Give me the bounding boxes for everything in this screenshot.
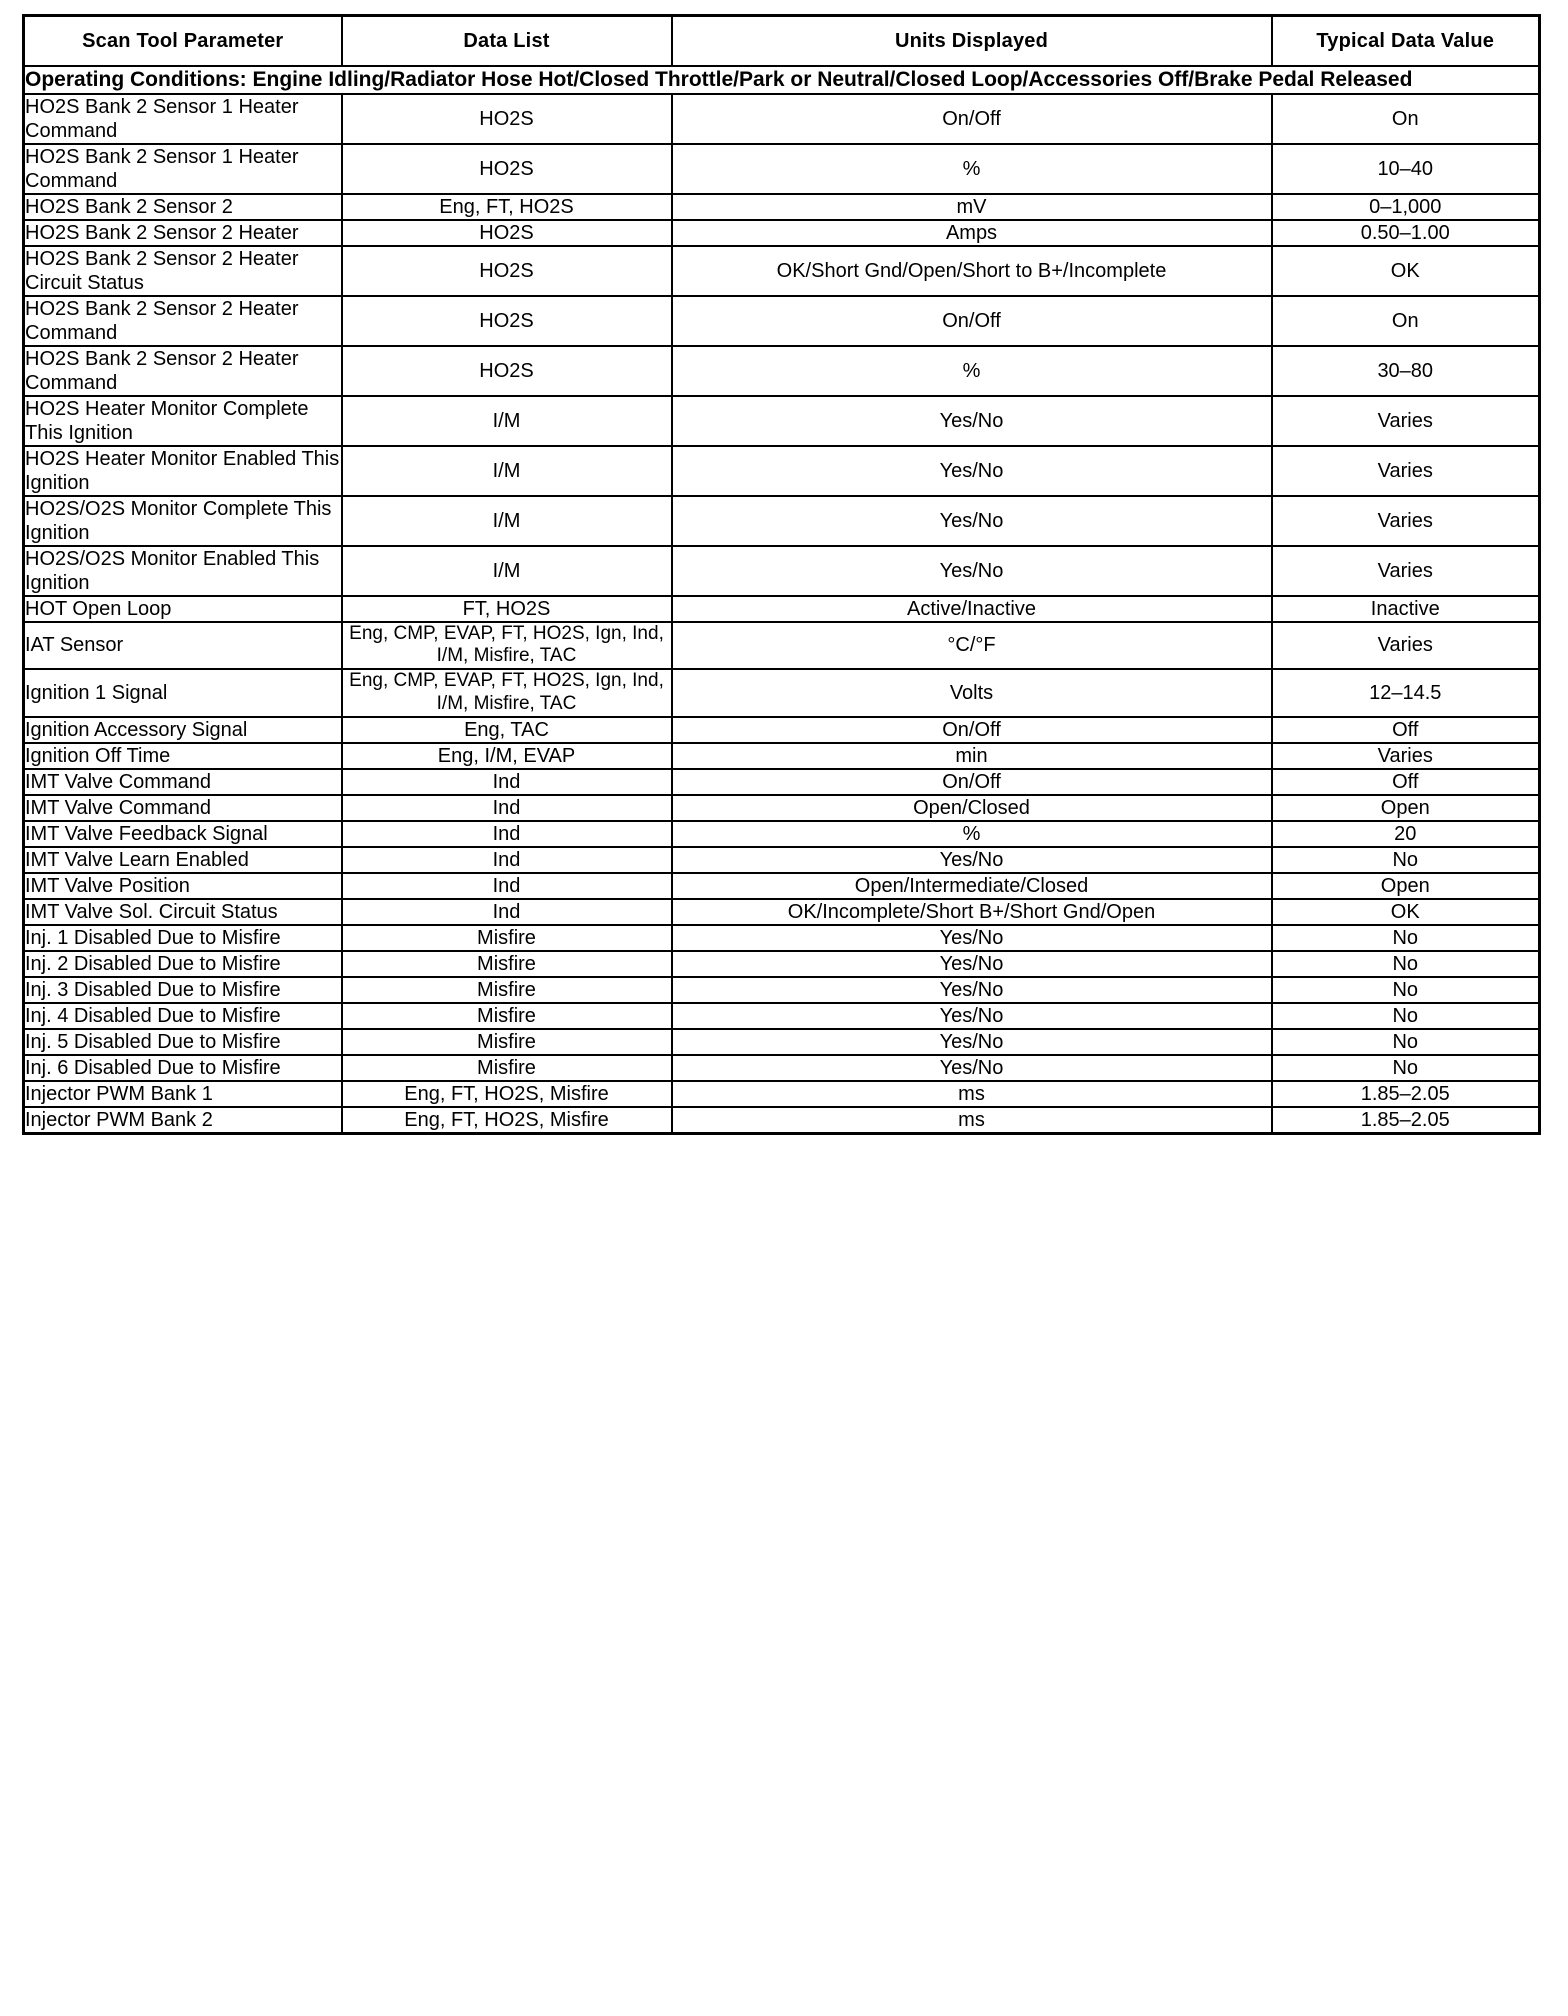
cell-units-displayed: Open/Intermediate/Closed: [672, 873, 1272, 899]
table-row: [24, 246, 1540, 296]
cell-units-displayed: Active/Inactive: [672, 596, 1272, 622]
table-header: [24, 16, 1540, 67]
cell-units-displayed: Yes/No: [672, 1003, 1272, 1029]
cell-data-list: Ind: [342, 821, 672, 847]
operating-conditions-text: Operating Conditions: Engine Idling/Radiator Hose Hot/Closed Throttle/Park or Neutral/Closed Loop/Accessories Off/Brake Pedal Released: [24, 66, 1540, 94]
cell-typical-data-value: No: [1272, 925, 1540, 951]
cell-units-displayed: %: [672, 144, 1272, 194]
cell-data-list: Eng, I/M, EVAP: [342, 743, 672, 769]
table-row: [24, 743, 1540, 769]
cell-scan-tool-parameter: Inj. 3 Disabled Due to Misfire: [24, 977, 342, 1003]
table-row: [24, 496, 1540, 546]
cell-typical-data-value: Inactive: [1272, 596, 1540, 622]
cell-data-list: I/M: [342, 446, 672, 496]
cell-data-list: Ind: [342, 847, 672, 873]
cell-scan-tool-parameter: IMT Valve Learn Enabled: [24, 847, 342, 873]
cell-data-list: Ind: [342, 899, 672, 925]
cell-typical-data-value: Off: [1272, 717, 1540, 743]
cell-scan-tool-parameter: HO2S Bank 2 Sensor 2 Heater Circuit Status: [24, 246, 342, 296]
cell-typical-data-value: Varies: [1272, 622, 1540, 670]
cell-typical-data-value: No: [1272, 1055, 1540, 1081]
table-row: [24, 346, 1540, 396]
cell-scan-tool-parameter: HO2S Heater Monitor Complete This Ignition: [24, 396, 342, 446]
cell-data-list: HO2S: [342, 346, 672, 396]
cell-data-list: FT, HO2S: [342, 596, 672, 622]
cell-units-displayed: OK/Short Gnd/Open/Short to B+/Incomplete: [672, 246, 1272, 296]
cell-typical-data-value: Open: [1272, 795, 1540, 821]
table-row: [24, 899, 1540, 925]
cell-scan-tool-parameter: HO2S Bank 2 Sensor 2 Heater Command: [24, 346, 342, 396]
cell-data-list: HO2S: [342, 144, 672, 194]
cell-scan-tool-parameter: HO2S/O2S Monitor Enabled This Ignition: [24, 546, 342, 596]
cell-scan-tool-parameter: IAT Sensor: [24, 622, 342, 670]
cell-units-displayed: On/Off: [672, 296, 1272, 346]
cell-units-displayed: °C/°F: [672, 622, 1272, 670]
cell-typical-data-value: No: [1272, 977, 1540, 1003]
cell-units-displayed: Open/Closed: [672, 795, 1272, 821]
cell-typical-data-value: 0–1,000: [1272, 194, 1540, 220]
cell-units-displayed: ms: [672, 1081, 1272, 1107]
cell-scan-tool-parameter: HOT Open Loop: [24, 596, 342, 622]
table-row: [24, 951, 1540, 977]
cell-scan-tool-parameter: HO2S Bank 2 Sensor 2: [24, 194, 342, 220]
cell-units-displayed: Yes/No: [672, 546, 1272, 596]
cell-data-list: Ind: [342, 873, 672, 899]
table-row: [24, 396, 1540, 446]
scan-tool-parameter-table: [22, 14, 1541, 1135]
cell-scan-tool-parameter: Ignition Accessory Signal: [24, 717, 342, 743]
cell-data-list: Eng, TAC: [342, 717, 672, 743]
cell-units-displayed: OK/Incomplete/Short B+/Short Gnd/Open: [672, 899, 1272, 925]
cell-data-list: I/M: [342, 496, 672, 546]
cell-scan-tool-parameter: HO2S Bank 2 Sensor 1 Heater Command: [24, 144, 342, 194]
cell-data-list: Eng, FT, HO2S, Misfire: [342, 1107, 672, 1134]
cell-typical-data-value: 0.50–1.00: [1272, 220, 1540, 246]
cell-units-displayed: Yes/No: [672, 847, 1272, 873]
cell-typical-data-value: On: [1272, 94, 1540, 144]
table-row: [24, 925, 1540, 951]
cell-typical-data-value: OK: [1272, 246, 1540, 296]
cell-data-list: Eng, CMP, EVAP, FT, HO2S, Ign, Ind, I/M, Misfire, TAC: [342, 669, 672, 717]
cell-data-list: I/M: [342, 396, 672, 446]
cell-units-displayed: Yes/No: [672, 951, 1272, 977]
cell-typical-data-value: No: [1272, 847, 1540, 873]
cell-data-list: Eng, CMP, EVAP, FT, HO2S, Ign, Ind, I/M, Misfire, TAC: [342, 622, 672, 670]
cell-typical-data-value: 20: [1272, 821, 1540, 847]
cell-units-displayed: Yes/No: [672, 1055, 1272, 1081]
cell-typical-data-value: Varies: [1272, 546, 1540, 596]
cell-data-list: Misfire: [342, 925, 672, 951]
cell-scan-tool-parameter: Injector PWM Bank 2: [24, 1107, 342, 1134]
cell-units-displayed: Yes/No: [672, 496, 1272, 546]
cell-units-displayed: On/Off: [672, 769, 1272, 795]
cell-units-displayed: On/Off: [672, 717, 1272, 743]
cell-scan-tool-parameter: IMT Valve Command: [24, 769, 342, 795]
cell-typical-data-value: 1.85–2.05: [1272, 1107, 1540, 1134]
cell-scan-tool-parameter: IMT Valve Position: [24, 873, 342, 899]
cell-units-displayed: Yes/No: [672, 925, 1272, 951]
cell-data-list: Misfire: [342, 1029, 672, 1055]
cell-units-displayed: Yes/No: [672, 977, 1272, 1003]
cell-scan-tool-parameter: HO2S Bank 2 Sensor 1 Heater Command: [24, 94, 342, 144]
cell-typical-data-value: OK: [1272, 899, 1540, 925]
cell-units-displayed: Yes/No: [672, 446, 1272, 496]
table-row: [24, 144, 1540, 194]
cell-data-list: HO2S: [342, 296, 672, 346]
cell-typical-data-value: Open: [1272, 873, 1540, 899]
cell-typical-data-value: Varies: [1272, 743, 1540, 769]
table-row: [24, 821, 1540, 847]
table-row: [24, 94, 1540, 144]
cell-scan-tool-parameter: IMT Valve Sol. Circuit Status: [24, 899, 342, 925]
table-row: [24, 769, 1540, 795]
table-row: [24, 873, 1540, 899]
cell-data-list: Misfire: [342, 951, 672, 977]
table-row: [24, 717, 1540, 743]
cell-scan-tool-parameter: IMT Valve Feedback Signal: [24, 821, 342, 847]
cell-scan-tool-parameter: Inj. 5 Disabled Due to Misfire: [24, 1029, 342, 1055]
column-header-units-displayed: Units Displayed: [672, 16, 1272, 67]
cell-data-list: HO2S: [342, 220, 672, 246]
table-row: [24, 546, 1540, 596]
cell-scan-tool-parameter: HO2S Bank 2 Sensor 2 Heater Command: [24, 296, 342, 346]
cell-data-list: HO2S: [342, 94, 672, 144]
cell-units-displayed: Amps: [672, 220, 1272, 246]
cell-typical-data-value: Off: [1272, 769, 1540, 795]
column-header-data-list: Data List: [342, 16, 672, 67]
cell-typical-data-value: No: [1272, 1003, 1540, 1029]
header-row: [24, 16, 1540, 67]
cell-typical-data-value: 1.85–2.05: [1272, 1081, 1540, 1107]
table-row: [24, 1055, 1540, 1081]
cell-typical-data-value: No: [1272, 951, 1540, 977]
cell-scan-tool-parameter: HO2S Heater Monitor Enabled This Ignition: [24, 446, 342, 496]
cell-data-list: Eng, FT, HO2S, Misfire: [342, 1081, 672, 1107]
cell-scan-tool-parameter: HO2S/O2S Monitor Complete This Ignition: [24, 496, 342, 546]
cell-data-list: Misfire: [342, 977, 672, 1003]
cell-scan-tool-parameter: Ignition 1 Signal: [24, 669, 342, 717]
cell-data-list: Misfire: [342, 1055, 672, 1081]
cell-scan-tool-parameter: Inj. 1 Disabled Due to Misfire: [24, 925, 342, 951]
table-row: [24, 795, 1540, 821]
cell-scan-tool-parameter: HO2S Bank 2 Sensor 2 Heater: [24, 220, 342, 246]
cell-typical-data-value: Varies: [1272, 446, 1540, 496]
table-row: [24, 622, 1540, 670]
table-row: [24, 596, 1540, 622]
cell-data-list: Ind: [342, 769, 672, 795]
cell-units-displayed: mV: [672, 194, 1272, 220]
cell-units-displayed: ms: [672, 1107, 1272, 1134]
cell-typical-data-value: On: [1272, 296, 1540, 346]
cell-units-displayed: %: [672, 346, 1272, 396]
column-header-typical-data-value: Typical Data Value: [1272, 16, 1540, 67]
table-row: [24, 847, 1540, 873]
cell-scan-tool-parameter: IMT Valve Command: [24, 795, 342, 821]
table-row: [24, 1107, 1540, 1134]
table-row: [24, 1081, 1540, 1107]
cell-units-displayed: Volts: [672, 669, 1272, 717]
cell-typical-data-value: Varies: [1272, 396, 1540, 446]
table-row: [24, 669, 1540, 717]
cell-data-list: HO2S: [342, 246, 672, 296]
cell-data-list: I/M: [342, 546, 672, 596]
cell-units-displayed: %: [672, 821, 1272, 847]
table-row: [24, 220, 1540, 246]
cell-scan-tool-parameter: Inj. 4 Disabled Due to Misfire: [24, 1003, 342, 1029]
cell-typical-data-value: 12–14.5: [1272, 669, 1540, 717]
table-row: [24, 446, 1540, 496]
table-row: [24, 194, 1540, 220]
cell-scan-tool-parameter: Inj. 6 Disabled Due to Misfire: [24, 1055, 342, 1081]
cell-data-list: Eng, FT, HO2S: [342, 194, 672, 220]
cell-data-list: Misfire: [342, 1003, 672, 1029]
table-body: [24, 66, 1540, 1133]
cell-units-displayed: min: [672, 743, 1272, 769]
cell-typical-data-value: 10–40: [1272, 144, 1540, 194]
table-row: [24, 977, 1540, 1003]
table-row: [24, 296, 1540, 346]
cell-data-list: Ind: [342, 795, 672, 821]
cell-units-displayed: On/Off: [672, 94, 1272, 144]
column-header-scan-tool-parameter: Scan Tool Parameter: [24, 16, 342, 67]
cell-typical-data-value: Varies: [1272, 496, 1540, 546]
cell-units-displayed: Yes/No: [672, 1029, 1272, 1055]
cell-scan-tool-parameter: Injector PWM Bank 1: [24, 1081, 342, 1107]
table-row: [24, 1029, 1540, 1055]
cell-scan-tool-parameter: Inj. 2 Disabled Due to Misfire: [24, 951, 342, 977]
table-row: [24, 1003, 1540, 1029]
cell-typical-data-value: 30–80: [1272, 346, 1540, 396]
cell-units-displayed: Yes/No: [672, 396, 1272, 446]
operating-conditions-row: [24, 66, 1540, 94]
cell-scan-tool-parameter: Ignition Off Time: [24, 743, 342, 769]
cell-typical-data-value: No: [1272, 1029, 1540, 1055]
